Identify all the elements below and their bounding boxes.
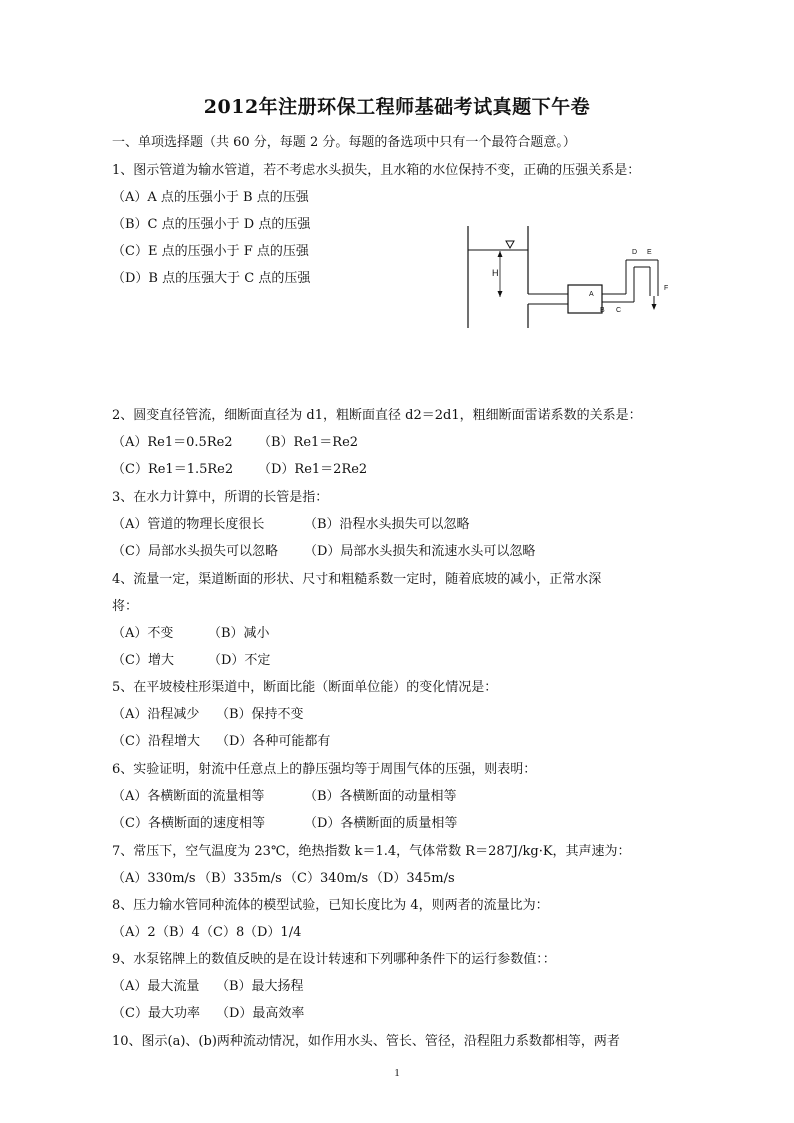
q1-option-d: （D）B 点的压强大于 C 点的压强 (112, 271, 311, 286)
q1-label-f: F (664, 285, 669, 292)
q5-option-c: （C）沿程增大 (112, 734, 200, 749)
q6-option-a: （A）各横断面的流量相等 (112, 789, 265, 804)
q9-options-row-2 (112, 1005, 304, 1023)
q6-option-c: （C）各横断面的速度相等 (112, 816, 265, 831)
q9-options-row-1 (112, 978, 304, 996)
q8-options-row (112, 924, 301, 942)
q9-option-b: （B）最大扬程 (216, 979, 304, 994)
q6-options-row-1 (112, 788, 457, 806)
q4-option-b: （B）减小 (208, 626, 270, 641)
q4-stem-continued: 将： (112, 599, 139, 614)
q2-option-b: （B）Re1＝Re2 (258, 435, 359, 450)
q1-label-a: A (589, 291, 594, 298)
q4-options-row-2 (112, 652, 270, 670)
q7-option-a: （A）330m/s (112, 871, 196, 886)
q3-option-a: （A）管道的物理长度很长 (112, 517, 265, 532)
q1-label-h: H (492, 268, 499, 278)
q4-option-d: （D）不定 (208, 653, 271, 668)
q5-option-a: （A）沿程减少 (112, 707, 200, 722)
q4-option-c: （C）增大 (112, 653, 174, 668)
q2-option-d: （D）Re1＝2Re2 (258, 462, 368, 477)
q9-option-d: （D）最高效率 (216, 1006, 305, 1021)
q1-option-b: （B）C 点的压强小于 D 点的压强 (112, 217, 311, 232)
q2-option-a: （A）Re1＝0.5Re2 (112, 435, 233, 450)
q4-options-row-1 (112, 625, 270, 643)
q3-options-row-1 (112, 516, 470, 534)
q1-label-d: D (632, 249, 638, 256)
q10-stem: 10、图示(a)、(b)两种流动情况，如作用水头、管长、管径，沿程阻力系数都相等，两者 (112, 1034, 620, 1049)
q6-option-d: （D）各横断面的质量相等 (304, 816, 458, 831)
q9-option-a: （A）最大流量 (112, 979, 200, 994)
q8-option-c: （C）8 (200, 925, 245, 940)
page-number: 1 (394, 1067, 400, 1079)
q2-option-c: （C）Re1＝1.5Re2 (112, 462, 234, 477)
q6-options-row-2 (112, 815, 457, 833)
q3-option-b: （B）沿程水头损失可以忽略 (304, 517, 470, 532)
q9-stem: 9、水泵铭牌上的数值反映的是在设计转速和下列哪种条件下的运行参数值：： (112, 952, 556, 967)
q5-options-row-1 (112, 706, 304, 724)
q3-option-d: （D）局部水头损失和流速水头可以忽略 (304, 544, 536, 559)
q8-option-d: （D）1/4 (244, 925, 302, 940)
q7-option-c: （C）340m/s (284, 871, 369, 886)
q1-option-c: （C）E 点的压强小于 F 点的压强 (112, 244, 309, 259)
q5-option-d: （D）各种可能都有 (216, 734, 331, 749)
q3-stem: 3、在水力计算中，所谓的长管是指： (112, 490, 329, 505)
q5-options-row-2 (112, 733, 330, 751)
q8-option-a: （A）2 (112, 925, 156, 940)
q7-option-b: （B）335m/s (198, 871, 282, 886)
q8-stem: 8、压力输水管同种流体的模型试验，已知长度比为 4，则两者的流量比为： (112, 898, 549, 913)
q7-option-d: （D）345m/s (370, 871, 455, 886)
q2-stem: 2、圆变直径管流，细断面直径为 d1，粗断面直径 d2＝2d1，粗细断面雷诺系数的关系是： (112, 408, 642, 423)
q3-option-c: （C）局部水头损失可以忽略 (112, 544, 278, 559)
q2-options-row-2 (112, 461, 367, 479)
q1-label-e: E (647, 249, 652, 256)
document-title: 2012年注册环保工程师基础考试真题下午卷 (203, 96, 591, 118)
q6-option-b: （B）各横断面的动量相等 (304, 789, 457, 804)
q5-option-b: （B）保持不变 (216, 707, 304, 722)
q1-label-b: B (600, 307, 605, 314)
q6-stem: 6、实验证明，射流中任意点上的静压强均等于周围气体的压强，则表明： (112, 762, 537, 777)
q1-stem: 1、图示管道为输水管道，若不考虑水头损失，且水箱的水位保持不变，正确的压强关系是： (112, 163, 641, 178)
q5-stem: 5、在平坡棱柱形渠道中，断面比能（断面单位能）的变化情况是： (112, 680, 498, 695)
q3-options-row-2 (112, 543, 535, 561)
section-heading: 一、单项选择题（共 60 分，每题 2 分。每题的备选项中只有一个最符合题意。） (112, 135, 576, 150)
q4-option-a: （A）不变 (112, 626, 174, 641)
q1-label-c: C (616, 307, 622, 314)
q7-options-row (112, 870, 455, 888)
q1-option-a: （A）A 点的压强小于 B 点的压强 (112, 190, 309, 205)
q4-stem: 4、流量一定，渠道断面的形状、尺寸和粗糙系数一定时，随着底坡的减小，正常水深 (112, 572, 602, 587)
q9-option-c: （C）最大功率 (112, 1006, 200, 1021)
q2-options-row-1 (112, 434, 358, 452)
q8-option-b: （B）4 (156, 925, 200, 940)
q1-pipe-diagram (462, 224, 682, 334)
q7-stem: 7、常压下，空气温度为 23℃，绝热指数 k＝1.4，气体常数 R＝287J/kg·K，其声速为： (112, 844, 631, 859)
